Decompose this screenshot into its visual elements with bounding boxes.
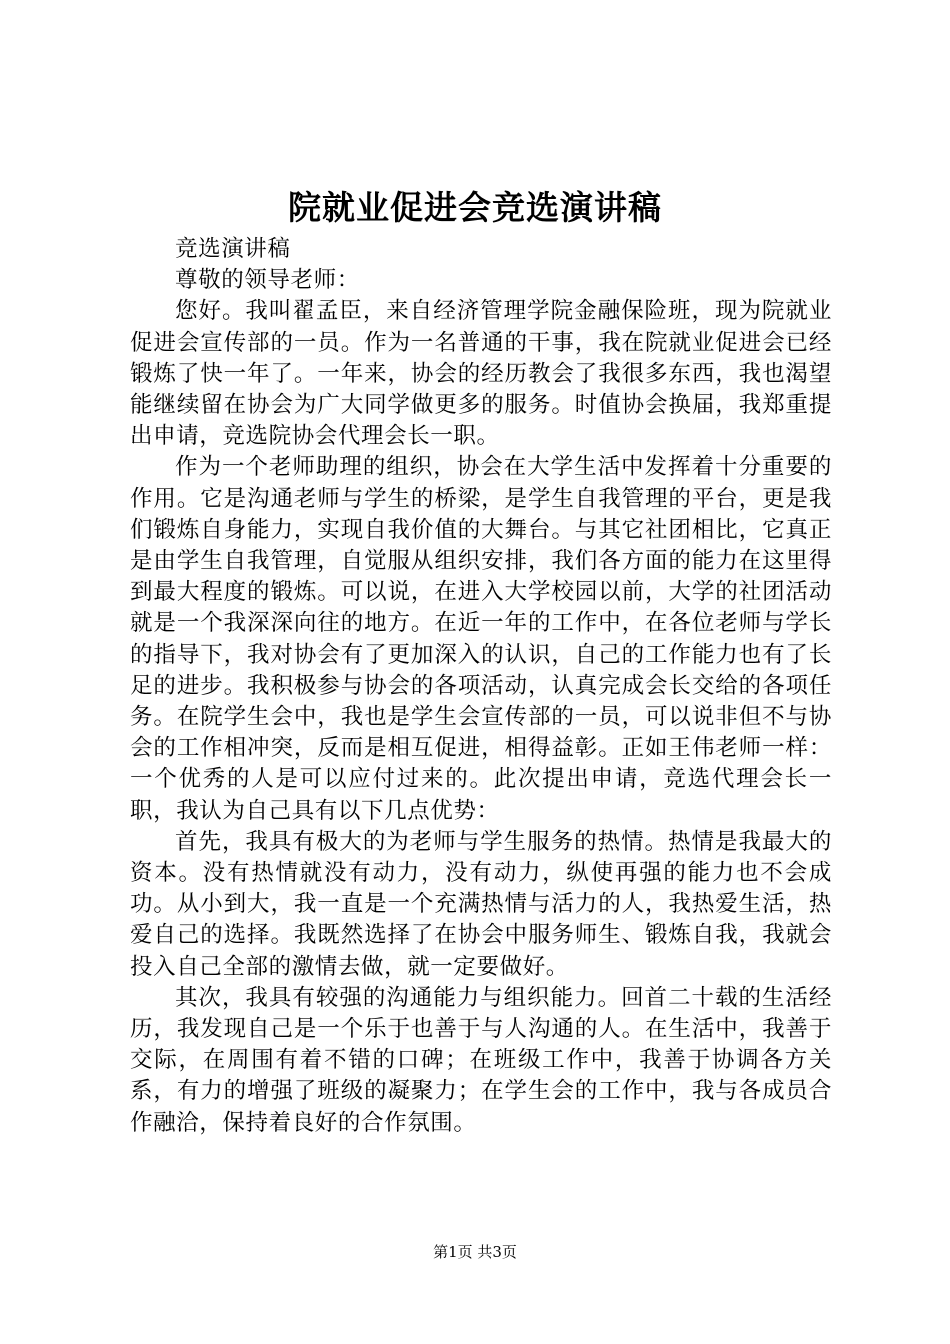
paragraph-first-advantage: 首先，我具有极大的为老师与学生服务的热情。热情是我最大的资本。没有热情就没有动力，没有动力，纵使再强的能力也不会成功。从小到大，我一直是一个充满热情与活力的人，我热爱生活，热爱自己的选择。我既然选择了在协会中服务师生、锻炼自我，我就会投入自己全部的激情去做，就一定要做好。 (130, 828, 832, 980)
paragraph-introduction: 您好。我叫翟孟臣，来自经济管理学院金融保险班，现为院就业促进会宣传部的一员。作为一名普通的干事，我在院就业促进会已经锻炼了快一年了。一年来，协会的经历教会了我很多东西，我也渴望能继续留在协会为广大同学做更多的服务。时值协会换届，我郑重提出申请，竞选院协会代理会长一职。 (130, 298, 832, 450)
page-number-footer: 第1页 共3页 (433, 1243, 517, 1261)
document-title: 院就业促进会竞选演讲稿 (288, 188, 662, 227)
document-body (130, 234, 832, 1139)
paragraph-second-advantage: 其次，我具有较强的沟通能力与组织能力。回首二十载的生活经历，我发现自己是一个乐于也善于与人沟通的人。在生活中，我善于交际，在周围有着不错的口碑；在班级工作中，我善于协调各方关系，有力的增强了班级的凝聚力；在学生会的工作中，我与各成员合作融洽，保持着良好的合作氛围。 (130, 984, 832, 1136)
paragraph-heading: 竞选演讲稿 (175, 236, 291, 262)
paragraph-association-role: 作为一个老师助理的组织，协会在大学生活中发挥着十分重要的作用。它是沟通老师与学生的桥梁，是学生自我管理的平台，更是我们锻炼自身能力，实现自我价值的大舞台。与其它社团相比，它真正是由学生自我管理，自觉服从组织安排，我们各方面的能力在这里得到最大程度的锻炼。可以说，在进入大学校园以前，大学的社团活动就是一个我深深向往的地方。在近一年的工作中，在各位老师与学长的指导下，我对协会有了更加深入的认识，自己的工作能力也有了长足的进步。我积极参与协会的各项活动，认真完成会长交给的各项任务。在院学生会中，我也是学生会宣传部的一员，可以说非但不与协会的工作相冲突，反而是相互促进，相得益彰。正如王伟老师一样：一个优秀的人是可以应付过来的。此次提出申请，竞选代理会长一职，我认为自己具有以下几点优势： (130, 454, 832, 824)
paragraph-salutation: 尊敬的领导老师： (175, 267, 360, 294)
